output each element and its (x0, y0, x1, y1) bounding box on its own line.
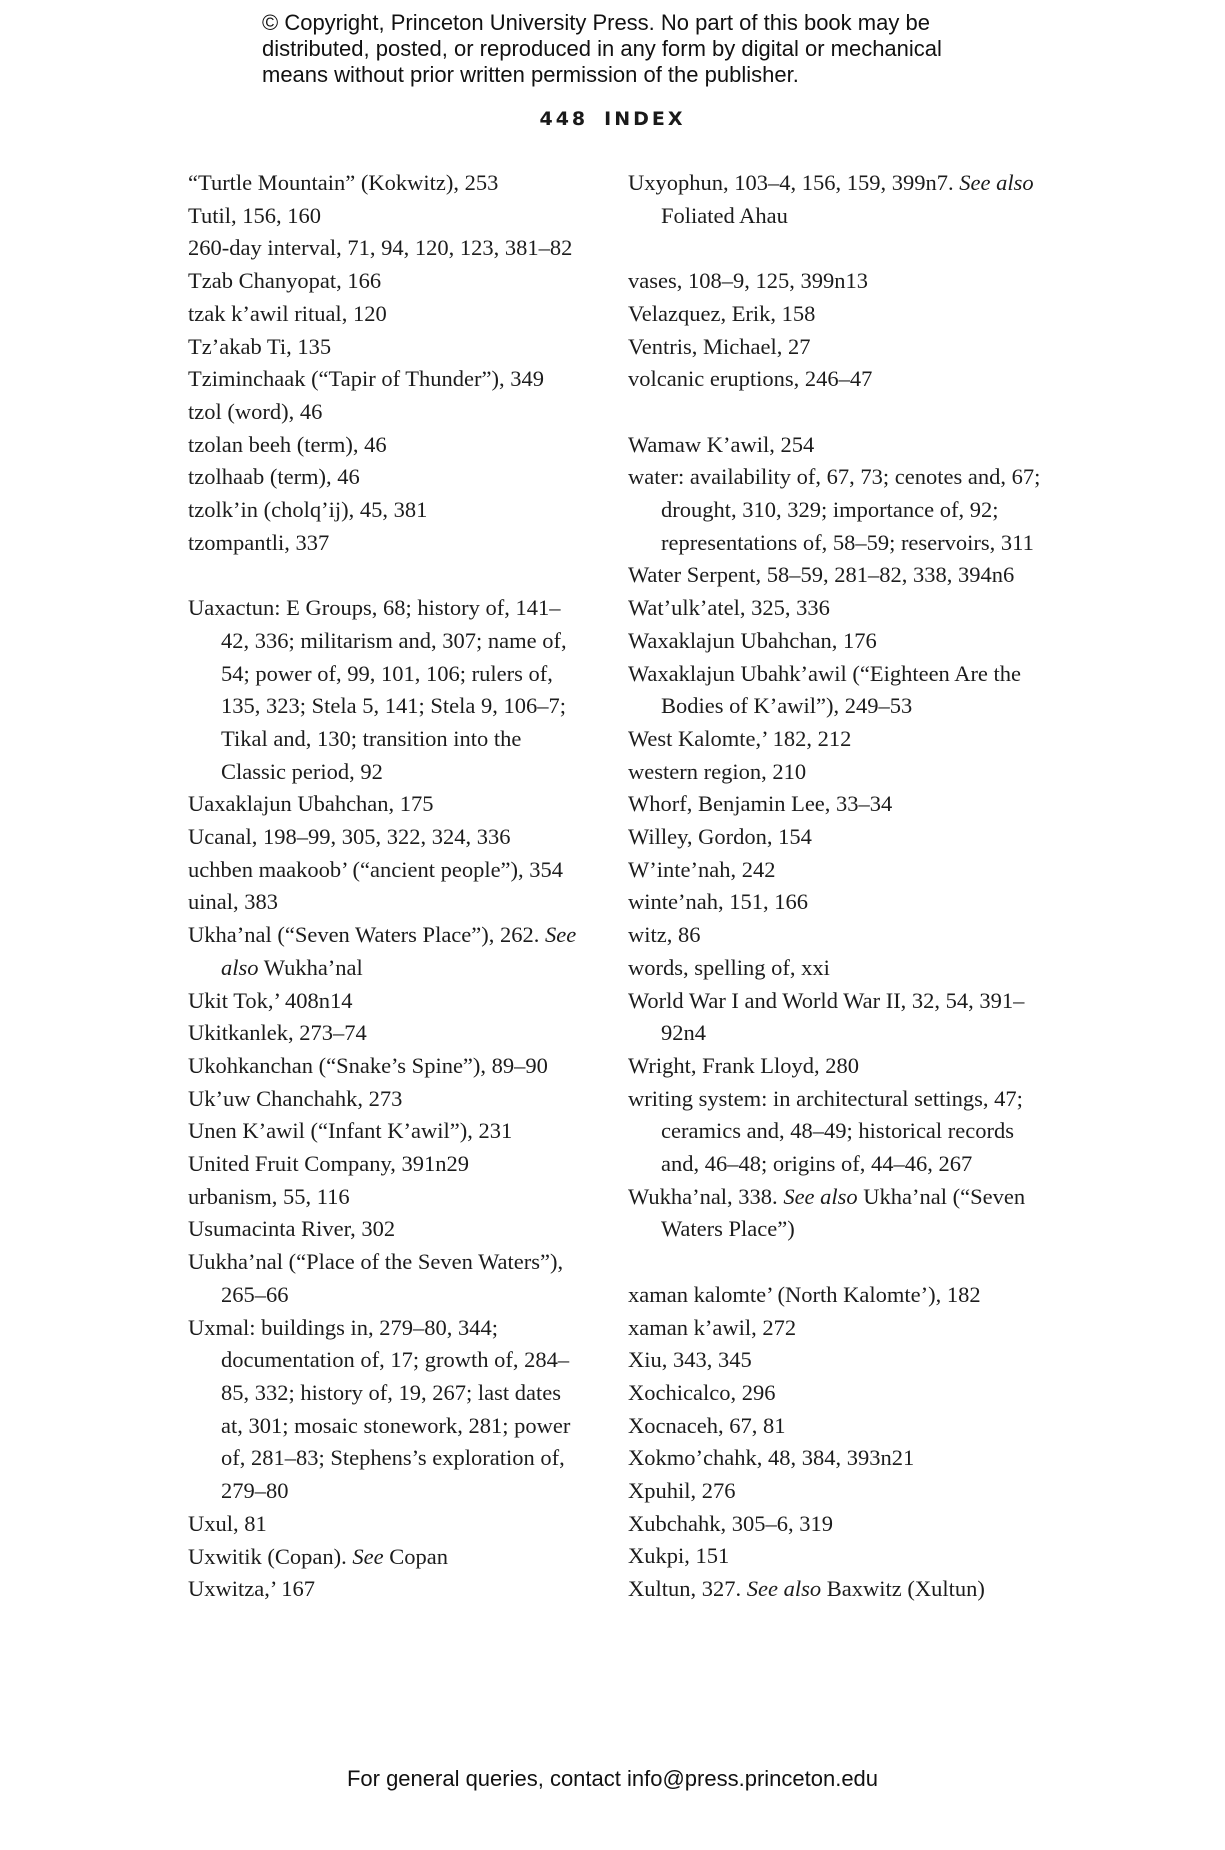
index-entry-text: Uxul, 81 (188, 1510, 267, 1536)
index-column-right (628, 167, 1048, 1606)
index-entry-text: Xultun, 327. (628, 1576, 742, 1602)
index-entry (628, 1050, 1048, 1083)
index-entry (188, 1573, 578, 1606)
copyright-line: means without prior written permission of the publisher. (262, 62, 799, 87)
index-entry-text: Water Serpent, 58–59, 281–82, 338, 394n6 (628, 562, 1015, 588)
index-entry-text: World War I and World War II, 32, 54, 391–92n4 (628, 987, 1025, 1046)
index-entry (188, 886, 578, 919)
copyright-notice (262, 10, 982, 88)
index-entry-text: Tutil, 156, 160 (188, 202, 321, 228)
index-entry-text: Tziminchaak (“Tapir of Thunder”), 349 (188, 366, 544, 392)
index-entry (628, 559, 1048, 592)
index-entry-text: winte’nah, 151, 166 (628, 889, 808, 915)
index-entry (188, 363, 578, 396)
index-entry (628, 1508, 1048, 1541)
index-entry-text: Uxyophun, 103–4, 156, 159, 399n7. (628, 170, 954, 195)
index-entry (628, 1442, 1048, 1475)
index-entry (188, 1017, 578, 1050)
index-entry-text: Ucanal, 198–99, 305, 322, 324, 336 (188, 824, 511, 850)
index-entry (188, 298, 578, 331)
index-entry (628, 1083, 1048, 1181)
index-entry-text: West Kalomte,’ 182, 212 (628, 725, 852, 751)
cross-reference-label: See (352, 1543, 384, 1569)
index-entry-text: Uxmal: buildings in, 279–80, 344; documentation of, 17; growth of, 284–85, 332; history of, 19, 267; last dates at, 301; mosaic stonework, 281; power of, 281–83; Stephens’s exploration of, 279–80 (188, 1314, 571, 1504)
index-column-left (188, 167, 578, 1606)
index-entry-text: writing system: in architectural settings, 47; ceramics and, 48–49; historical records and, 46–48; origins of, 44–46, 267 (628, 1085, 1023, 1177)
index-entry (188, 1312, 578, 1508)
index-entry (188, 821, 578, 854)
index-entry (628, 658, 1048, 723)
index-entry (628, 821, 1048, 854)
index-entry-text: Uaxaklajun Ubahchan, 175 (188, 791, 434, 817)
cross-reference-target: Baxwitz (Xultun) (826, 1576, 985, 1602)
index-entry (628, 1540, 1048, 1573)
index-entry (188, 985, 578, 1018)
section-title: INDEX (604, 108, 686, 130)
index-entry (628, 1181, 1048, 1246)
index-entry-text: Wamaw K’awil, 254 (628, 431, 815, 457)
index-entry (628, 854, 1048, 887)
index-entry-text: vases, 108–9, 125, 399n13 (628, 268, 868, 294)
index-entry-text: Xpuhil, 276 (628, 1478, 736, 1504)
index-entry (188, 1181, 578, 1214)
index-entry-text: Ukohkanchan (“Snake’s Spine”), 89–90 (188, 1052, 548, 1078)
index-entry-text: Uk’uw Chanchahk, 273 (188, 1085, 403, 1111)
index-entry (628, 886, 1048, 919)
index-entry (628, 331, 1048, 364)
index-entry-text: W’inte’nah, 242 (628, 856, 776, 882)
running-head (0, 108, 1225, 130)
index-entry (628, 1377, 1048, 1410)
index-entry-text: Uukha’nal (“Place of the Seven Waters”), 265–66 (188, 1249, 564, 1307)
index-entry-text: Velazquez, Erik, 158 (628, 300, 816, 326)
index-entry (628, 1279, 1048, 1312)
index-entry-text: tzolhaab (term), 46 (188, 464, 360, 490)
index-entry-text: xaman kalomte’ (North Kalomte’), 182 (628, 1281, 981, 1307)
index-entry-text: Uxwitza,’ 167 (188, 1576, 316, 1602)
index-entry-text: Xochicalco, 296 (628, 1379, 776, 1405)
index-entry (628, 952, 1048, 985)
index-entry (628, 1312, 1048, 1345)
index-entry-text: Xocnaceh, 67, 81 (628, 1412, 786, 1438)
index-entry-text: Xubchahk, 305–6, 319 (628, 1510, 833, 1536)
index-entry (628, 363, 1048, 396)
index-entry-text: tzompantli, 337 (188, 529, 330, 555)
index-entry (188, 527, 578, 560)
index-entry (188, 1508, 578, 1541)
index-entry-text: Tzab Chanyopat, 166 (188, 268, 382, 294)
index-entry (188, 167, 578, 200)
index-entry-text: Tz’akab Ti, 135 (188, 333, 332, 359)
index-entry (188, 1246, 578, 1311)
index-entry (188, 1541, 578, 1574)
index-entry-text: xaman k’awil, 272 (628, 1314, 797, 1340)
index-entry-text: Unen K’awil (“Infant K’awil”), 231 (188, 1118, 513, 1144)
index-entry (188, 396, 578, 429)
index-entry-text: Uxwitik (Copan). (188, 1543, 347, 1569)
index-entry (188, 592, 578, 788)
cross-reference-label: See also (221, 922, 577, 980)
cross-reference-label: See also (746, 1576, 822, 1602)
cross-reference-target: Foliated Ahau (661, 202, 788, 228)
cross-reference-target: Copan (389, 1543, 448, 1569)
index-entry (628, 1410, 1048, 1443)
index-entry (188, 232, 578, 265)
index-entry (628, 461, 1048, 559)
index-entry (188, 1115, 578, 1148)
index-entry-text: Whorf, Benjamin Lee, 33–34 (628, 791, 893, 817)
cross-reference-label: See also (959, 170, 1034, 195)
index-entry-text: Ukitkanlek, 273–74 (188, 1020, 367, 1046)
index-entry-text: volcanic eruptions, 246–47 (628, 366, 873, 392)
index-entry (188, 919, 578, 984)
index-entry (188, 494, 578, 527)
index-entry (188, 200, 578, 233)
index-entry-text: tzolan beeh (term), 46 (188, 431, 387, 457)
index-entry-text: Xiu, 343, 345 (628, 1347, 752, 1373)
cross-reference-target: Ukha’nal (“Seven Waters Place”) (661, 1183, 1026, 1242)
index-entry-text: Xokmo’chahk, 48, 384, 393n21 (628, 1445, 915, 1471)
cross-reference-label: See also (783, 1183, 858, 1209)
index-entry (628, 985, 1048, 1050)
cross-reference-target: Wukha’nal (263, 954, 363, 980)
index-entry (628, 756, 1048, 789)
index-entry (188, 788, 578, 821)
index-entry-text: Waxaklajun Ubahchan, 176 (628, 627, 877, 653)
index-entry-text: urbanism, 55, 116 (188, 1183, 350, 1209)
index-entry (188, 1083, 578, 1116)
index-entry-text: Usumacinta River, 302 (188, 1216, 396, 1242)
index-entry-text: United Fruit Company, 391n29 (188, 1151, 470, 1177)
index-entry (188, 461, 578, 494)
index-entry-text: “Turtle Mountain” (Kokwitz), 253 (188, 170, 499, 195)
index-entry-text: Wat’ulk’atel, 325, 336 (628, 595, 830, 621)
index-entry-text: witz, 86 (628, 922, 701, 948)
index-entry (628, 788, 1048, 821)
index-entry (188, 1213, 578, 1246)
index-entry-text: water: availability of, 67, 73; cenotes and, 67; drought, 310, 329; importance of, 92; representations of, 58–59; reservoirs, 311 (628, 464, 1041, 555)
index-entry-text: Xukpi, 151 (628, 1543, 730, 1569)
index-entry-text: Willey, Gordon, 154 (628, 824, 812, 850)
index-entry-text: uinal, 383 (188, 889, 278, 915)
index-entry-text: tzol (word), 46 (188, 398, 323, 424)
index-entry (628, 167, 1048, 232)
index-entry (188, 265, 578, 298)
index-entry-text: Wukha’nal, 338. (628, 1183, 778, 1209)
copyright-line: distributed, posted, or reproduced in any form by digital or mechanical (262, 36, 942, 61)
index-entry (628, 1573, 1048, 1606)
index-entry (628, 1344, 1048, 1377)
index-entry-text: western region, 210 (628, 758, 807, 784)
copyright-line: © Copyright, Princeton University Press. No part of this book may be (262, 10, 930, 35)
index-entry (188, 854, 578, 887)
index-entry-text: Uaxactun: E Groups, 68; history of, 141–42, 336; militarism and, 307; name of, 54; power of, 99, 101, 106; rulers of, 135, 323; Stela 5, 141; Stela 9, 106–7; Tikal and, 130; transition into the Classic period, 92 (188, 595, 567, 784)
index-entry (188, 1050, 578, 1083)
index-entry (628, 723, 1048, 756)
index-entry-text: tzolk’in (cholq’ij), 45, 381 (188, 497, 428, 523)
index-entry-text: Waxaklajun Ubahk’awil (“Eighteen Are the Bodies of K’awil”), 249–53 (628, 660, 1022, 719)
index-entry (188, 429, 578, 462)
index-entry-text: Ukit Tok,’ 408n14 (188, 987, 353, 1013)
index-entry (188, 1148, 578, 1181)
index-entry-text: tzak k’awil ritual, 120 (188, 300, 387, 326)
page-number: 448 (539, 108, 589, 130)
footer-contact: For general queries, contact info@press.princeton.edu (346, 1766, 879, 1791)
index-entry-text: words, spelling of, xxi (628, 954, 830, 980)
index-entry-text: Ventris, Michael, 27 (628, 333, 811, 359)
index-entry-text: Ukha’nal (“Seven Waters Place”), 262. (188, 922, 540, 948)
index-entry-text: 260-day interval, 71, 94, 120, 123, 381–82 (188, 235, 573, 261)
index-entry-text: uchben maakoob’ (“ancient people”), 354 (188, 856, 564, 882)
index-entry (628, 1475, 1048, 1508)
index-entry (628, 592, 1048, 625)
index-entry (628, 919, 1048, 952)
index-entry (188, 331, 578, 364)
index-entry (628, 625, 1048, 658)
index-entry-text: Wright, Frank Lloyd, 280 (628, 1052, 859, 1078)
index-entry (628, 265, 1048, 298)
index-entry (628, 298, 1048, 331)
index-entry (628, 429, 1048, 462)
